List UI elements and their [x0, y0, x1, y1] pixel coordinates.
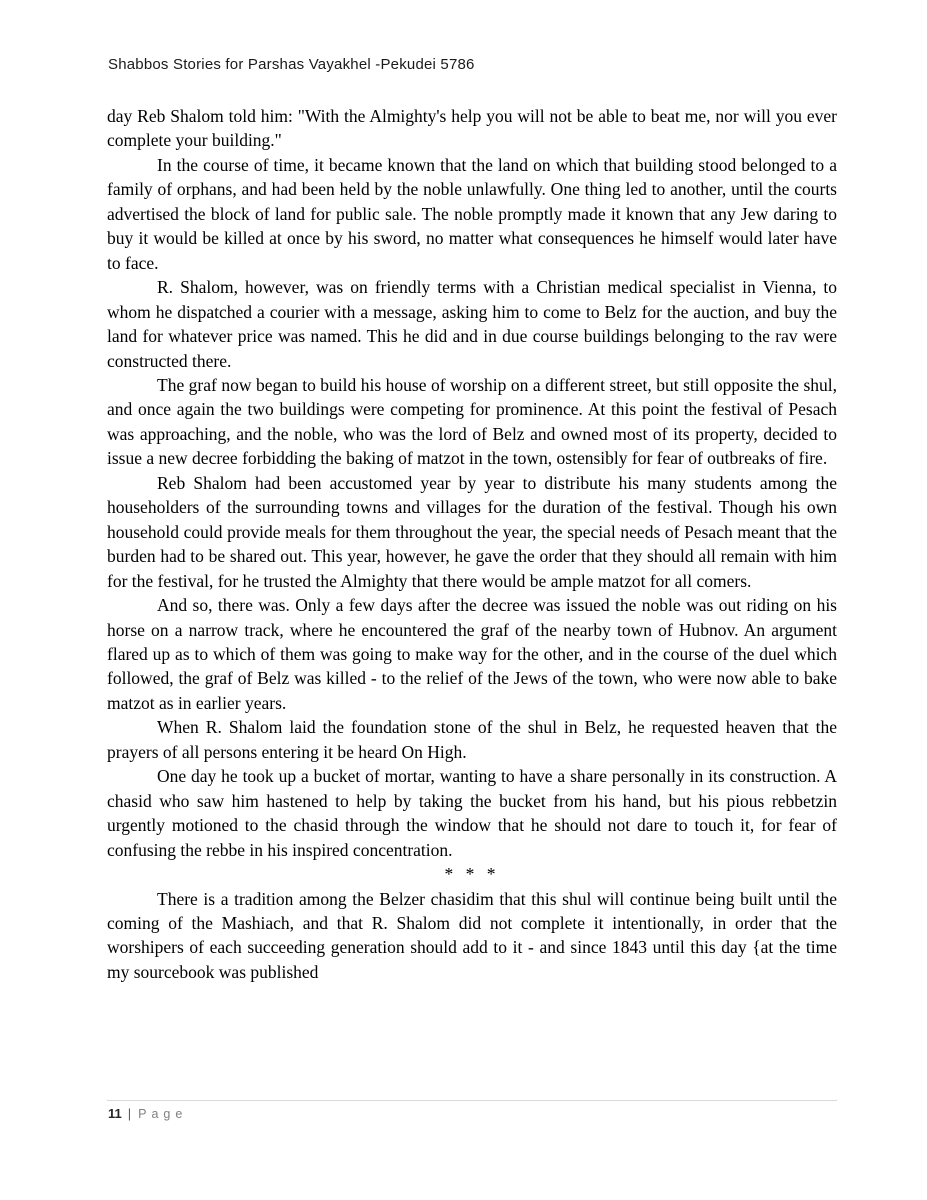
body-paragraph: Reb Shalom had been accustomed year by year to distribute his many students among the householders of the surrounding towns and villages for the duration of the festival. Though his own household could provide meals for them throughout the year, the special needs of Pesach meant that the burden had to be shared out. This year, however, he gave the order that they should all remain with him for the festival, for he trusted the Almighty that there would be ample matzot for all comers. [107, 472, 837, 591]
body-paragraph: When R. Shalom laid the foundation stone of the shul in Belz, he requested heaven that the prayers of all persons entering it be heard On High. [107, 717, 837, 762]
footer-page-label: Page [138, 1107, 188, 1121]
header-title: Shabbos Stories for Parshas Vayakhel -Pekudei 5786 [108, 56, 475, 73]
page-header [108, 56, 838, 73]
page-footer [108, 1106, 838, 1121]
footer-divider-line [107, 1100, 837, 1101]
section-separator: * * * [444, 864, 500, 885]
body-paragraph: In the course of time, it became known that the land on which that building stood belonged to a family of orphans, and had been held by the noble unlawfully. One thing led to another, until the courts advertised the block of land for public sale. The noble promptly made it known that any Jew daring to buy it would be killed at once by his sword, no matter what consequences he himself would later have to face. [107, 154, 837, 273]
body-paragraph: One day he took up a bucket of mortar, wanting to have a share personally in its construction. A chasid who saw him hastened to help by taking the bucket from his hand, but his pious rebbetzin urgently motioned to the chasid through the window that he should not dare to touch it, for fear of confusing the rebbe in his inspired concentration. [107, 766, 837, 860]
document-body [107, 104, 837, 984]
body-paragraph: There is a tradition among the Belzer chasidim that this shul will continue being built until the coming of the Mashiach, and that R. Shalom did not complete it intentionally, in order that the worshipers of each succeeding generation should add to it - and since 1843 until this day {at the time my sourcebook was published [107, 888, 837, 982]
body-paragraph: And so, there was. Only a few days after the decree was issued the noble was out riding on his horse on a narrow track, where he encountered the graf of the nearby town of Hubnov. An argument flared up as to which of them was going to make way for the other, and in the course of the duel which followed, the graf of Belz was killed - to the relief of the Jews of the town, who were now able to bake matzot as in earlier years. [107, 595, 837, 713]
footer-separator: | [127, 1106, 132, 1121]
body-paragraph: R. Shalom, however, was on friendly terms with a Christian medical specialist in Vienna, to whom he dispatched a courier with a message, asking him to come to Belz for the auction, and buy the land for whatever price was named. This he did and in due course buildings belonging to the rav were constructed there. [107, 277, 837, 371]
body-paragraph: The graf now began to build his house of worship on a different street, but still opposite the shul, and once again the two buildings were competing for prominence. At this point the festival of Pesach was approaching, and the noble, who was the lord of Belz and owned most of its property, decided to issue a new decree forbidding the baking of matzot in the town, ostensibly for fear of outbreaks of fire. [107, 374, 837, 469]
body-paragraph: day Reb Shalom told him: "With the Almighty's help you will not be able to beat me, nor will you ever complete your building." [107, 106, 837, 151]
page-number: 11 [108, 1106, 122, 1121]
